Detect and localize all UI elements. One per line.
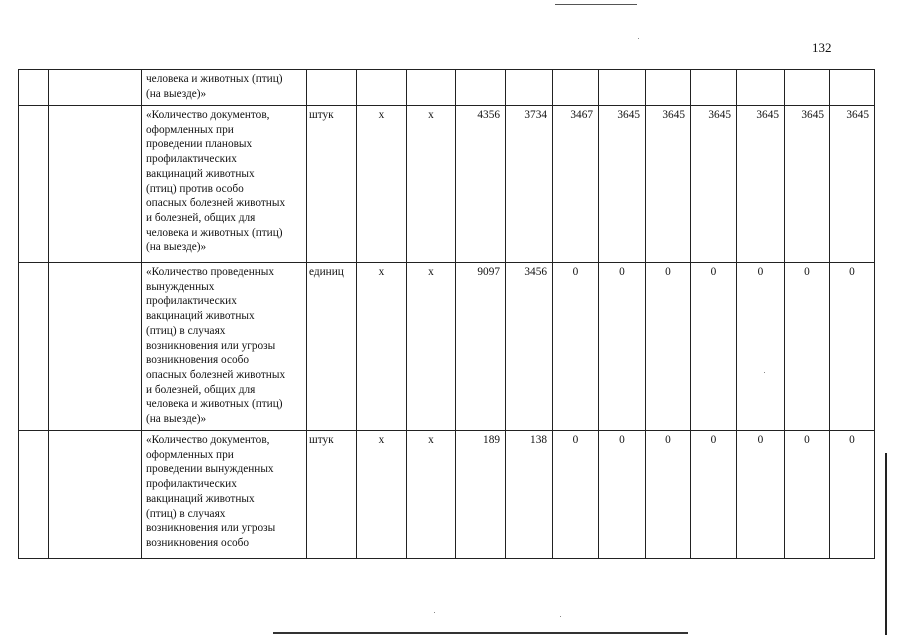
value-cell: 0: [599, 431, 646, 559]
value-cell: [691, 70, 737, 106]
description-line: возникновения или угрозы: [146, 522, 276, 535]
description-line: оформленных при: [146, 123, 234, 136]
bottom-scan-line: [273, 632, 688, 634]
value-cell: 0: [785, 431, 830, 559]
empty-cell: [49, 263, 142, 431]
value-cell: 0: [646, 263, 691, 431]
description-line: и болезней, общих для: [146, 211, 256, 224]
description-line: человека и животных (птиц): [146, 398, 283, 411]
value-cell: [456, 70, 506, 106]
scan-speck: [764, 372, 765, 373]
description-line: (птиц) в случаях: [146, 507, 226, 520]
description-line: возникновения особо: [146, 536, 250, 549]
indicator-description: [142, 431, 307, 559]
value-cell: 3645: [691, 106, 737, 263]
value-cell: 9097: [456, 263, 506, 431]
description-line: профилактических: [146, 153, 237, 166]
indicator-description: [142, 106, 307, 263]
empty-cell: [49, 106, 142, 263]
unit-cell: штук: [307, 106, 357, 263]
value-cell: 0: [646, 431, 691, 559]
value-cell: 138: [506, 431, 553, 559]
description-line: человека и животных (птиц): [146, 73, 283, 85]
value-cell: 189: [456, 431, 506, 559]
value-cell: [785, 70, 830, 106]
description-line: профилактических: [146, 478, 237, 491]
value-cell: 3645: [830, 106, 875, 263]
value-cell: 0: [737, 431, 785, 559]
value-cell: [599, 70, 646, 106]
description-line: оформленных при: [146, 448, 234, 461]
description-line: профилактических: [146, 295, 237, 308]
scan-speck: [560, 616, 561, 617]
description-line: «Количество документов,: [146, 434, 270, 446]
value-cell: 3645: [599, 106, 646, 263]
value-cell: [357, 70, 407, 106]
description-line: проведении вынужденных: [146, 463, 274, 476]
value-cell: х: [407, 106, 456, 263]
value-cell: 3467: [553, 106, 599, 263]
table-row: [19, 70, 875, 106]
empty-cell: [19, 263, 49, 431]
value-cell: 4356: [456, 106, 506, 263]
value-cell: [830, 70, 875, 106]
value-cell: х: [407, 263, 456, 431]
value-cell: х: [357, 263, 407, 431]
description-line: вынужденных: [146, 280, 215, 293]
scan-speck: [638, 38, 639, 39]
value-cell: х: [407, 431, 456, 559]
value-cell: 3645: [737, 106, 785, 263]
indicator-description: [142, 263, 307, 431]
empty-cell: [19, 106, 49, 263]
value-cell: [553, 70, 599, 106]
value-cell: 0: [830, 431, 875, 559]
description-line: проведении плановых: [146, 138, 253, 151]
value-cell: 0: [553, 263, 599, 431]
value-cell: х: [357, 431, 407, 559]
top-scan-line: [555, 4, 637, 5]
value-cell: 0: [830, 263, 875, 431]
empty-cell: [19, 431, 49, 559]
page-number: 132: [812, 40, 832, 55]
description-line: вакцинаций животных: [146, 167, 255, 180]
value-cell: 3456: [506, 263, 553, 431]
description-line: и болезней, общих для: [146, 383, 256, 396]
description-line: (на выезде)»: [146, 413, 207, 426]
description-line: опасных болезней животных: [146, 197, 286, 210]
description-line: «Количество документов,: [146, 109, 270, 121]
empty-cell: [49, 70, 142, 106]
value-cell: 3645: [785, 106, 830, 263]
scan-speck: [434, 612, 435, 613]
table-body: [19, 70, 875, 559]
value-cell: [737, 70, 785, 106]
value-cell: 3734: [506, 106, 553, 263]
table-row: [19, 106, 875, 263]
description-line: (на выезде)»: [146, 87, 207, 100]
value-cell: х: [357, 106, 407, 263]
empty-cell: [19, 70, 49, 106]
value-cell: 0: [553, 431, 599, 559]
description-line: (на выезде)»: [146, 241, 207, 254]
value-cell: [407, 70, 456, 106]
table-row: [19, 431, 875, 559]
value-cell: [646, 70, 691, 106]
value-cell: 0: [691, 431, 737, 559]
indicator-description: [142, 70, 307, 106]
empty-cell: [49, 431, 142, 559]
value-cell: 0: [599, 263, 646, 431]
description-line: опасных болезней животных: [146, 368, 286, 381]
unit-cell: [307, 70, 357, 106]
value-cell: 0: [737, 263, 785, 431]
indicators-table: [18, 69, 875, 559]
description-line: возникновения особо: [146, 354, 250, 367]
scan-edge-bar: [885, 453, 887, 635]
description-line: (птиц) в случаях: [146, 324, 226, 337]
description-line: человека и животных (птиц): [146, 226, 283, 239]
value-cell: 3645: [646, 106, 691, 263]
value-cell: 0: [691, 263, 737, 431]
unit-cell: единиц: [307, 263, 357, 431]
description-line: (птиц) против особо: [146, 182, 244, 195]
description-line: возникновения или угрозы: [146, 339, 276, 352]
description-line: «Количество проведенных: [146, 266, 275, 278]
unit-cell: штук: [307, 431, 357, 559]
description-line: вакцинаций животных: [146, 310, 255, 323]
value-cell: 0: [785, 263, 830, 431]
table-row: [19, 263, 875, 431]
description-line: вакцинаций животных: [146, 492, 255, 505]
value-cell: [506, 70, 553, 106]
